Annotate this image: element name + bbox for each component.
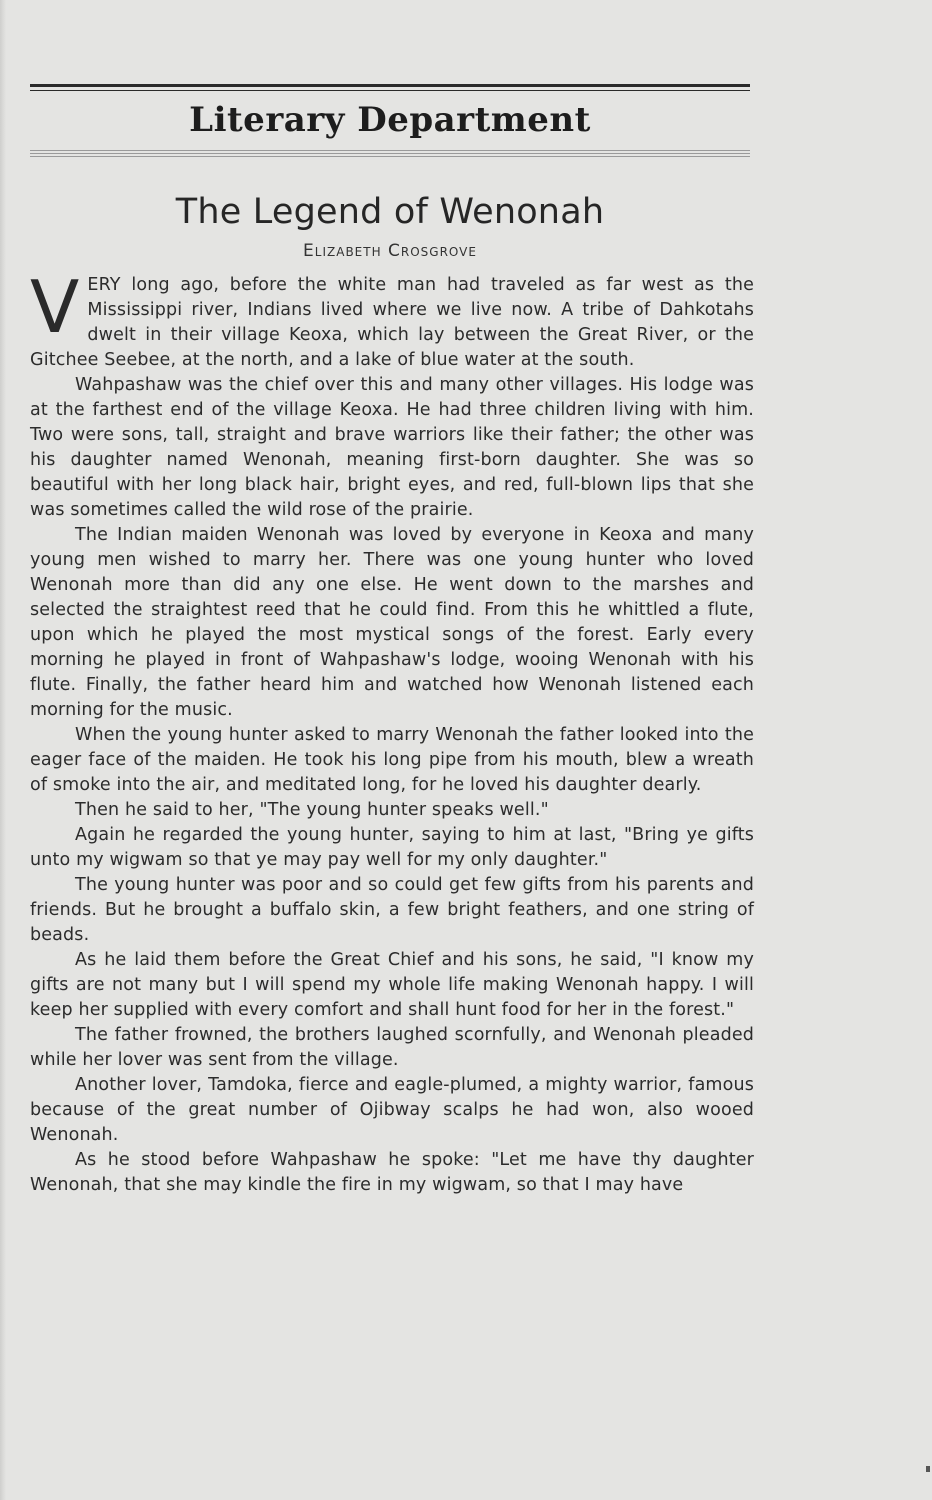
page-edge — [0, 0, 6, 1500]
article-paragraph: Then he said to her, "The young hunter speaks well." — [75, 800, 549, 820]
article-body — [30, 265, 754, 1198]
article-paragraph: The father frowned, the brothers laughed scornfully, and Wenonah pleaded while her lover was sent from the village. — [30, 1025, 754, 1070]
header-rule-thick — [30, 84, 750, 87]
header-rule-bottom — [30, 150, 750, 159]
article-paragraph: When the young hunter asked to marry Wenonah the father looked into the eager face of the maiden. He took his long pipe from his mouth, blew a wreath of smoke into the air, and meditated long, for he loved his daughter dearly. — [30, 725, 754, 795]
drop-cap: V — [30, 265, 80, 349]
article-paragraph: Another lover, Tamdoka, fierce and eagle-plumed, a mighty warrior, famous because of the great number of Ojibway scalps he had won, also wooed Wenonah. — [30, 1075, 754, 1145]
header-rule-line — [30, 153, 750, 154]
article-paragraph: Wahpashaw was the chief over this and many other villages. His lodge was at the farthest end of the village Keoxa. He had three children living with him. Two were sons, tall, straight and brave warriors like their father; the other was his daughter named Wenonah, meaning first-born daughter. She was so beautiful with her long black hair, bright eyes, and red, full-blown lips that she was sometimes called the wild rose of the prairie. — [30, 375, 754, 520]
article-paragraph: As he stood before Wahpashaw he spoke: "Let me have thy daughter Wenonah, that she may kindle the fire in my wigwam, so that I may have — [30, 1150, 754, 1195]
header-rule-thin — [30, 90, 750, 91]
article-paragraph: As he laid them before the Great Chief and his sons, he said, "I know my gifts are not many but I will spend my whole life making Wenonah happy. I will keep her supplied with every comfort and shall hunt food for her in the forest." — [30, 950, 754, 1020]
article-paragraph: The Indian maiden Wenonah was loved by everyone in Keoxa and many young men wished to marry her. There was one young hunter who loved Wenonah more than did any one else. He went down to the marshes and selected the straightest reed that he could find. From this he whittled a flute, upon which he played the most mystical songs of the forest. Early every morning he played in front of Wahpashaw's lodge, wooing Wenonah with his flute. Finally, the father heard him and watched how Wenonah listened each morning for the music. — [30, 525, 754, 720]
page-corner-mark — [926, 1466, 930, 1472]
header-rule-line — [30, 156, 750, 157]
section-title: Literary Department — [189, 100, 591, 140]
article-title: The Legend of Wenonah — [175, 192, 605, 232]
header-rule-line — [30, 150, 750, 151]
article-paragraph: Again he regarded the young hunter, saying to him at last, "Bring ye gifts unto my wigwam so that ye may pay well for my only daughter." — [30, 825, 754, 870]
article-author: Elizabeth Crosgrove — [303, 241, 477, 261]
header-rule-top — [30, 84, 750, 91]
article-paragraph: The young hunter was poor and so could get few gifts from his parents and friends. But he brought a buffalo skin, a few bright feathers, and one string of beads. — [30, 875, 754, 945]
paragraph-text: ERY long ago, before the white man had traveled as far west as the Mississippi river, Indians lived where we live now. A tribe of Dahkotahs dwelt in their village Keoxa, which lay between the Great River, or the Gitchee Seebee, at the north, and a lake of blue water at the south. — [30, 275, 754, 370]
article-paragraph — [30, 265, 754, 373]
